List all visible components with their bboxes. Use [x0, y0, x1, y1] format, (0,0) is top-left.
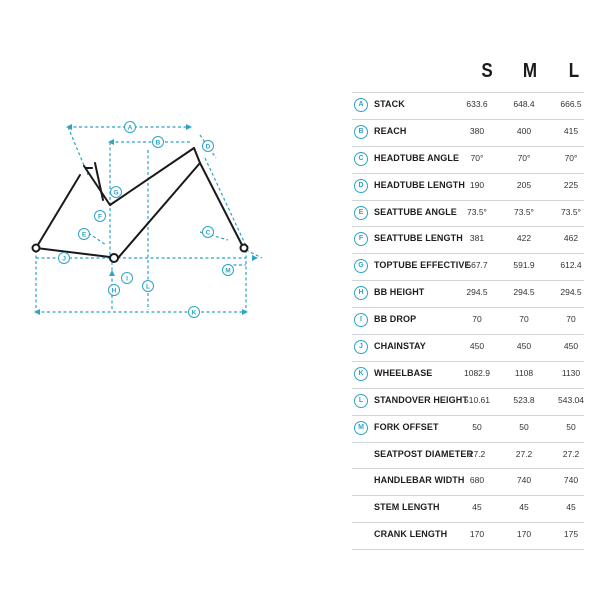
- table-row: [352, 201, 584, 228]
- value-s: 380: [469, 125, 485, 136]
- row-badge: B: [354, 125, 368, 139]
- row-badge: K: [354, 367, 368, 381]
- svg-text:C: C: [205, 229, 211, 237]
- row-label: CRANK LENGTH: [374, 529, 448, 540]
- marker-a: [125, 122, 136, 133]
- svg-text:D: D: [205, 143, 211, 151]
- value-m: 70: [519, 314, 529, 325]
- row-badge: J: [354, 340, 368, 354]
- value-l: 73.5°: [561, 206, 581, 217]
- row-label: WHEELBASE: [374, 367, 433, 378]
- table-row: [352, 416, 584, 443]
- value-m: 294.5: [513, 287, 535, 298]
- marker-d: [203, 141, 214, 152]
- size-header-row: [352, 58, 584, 92]
- table-row: [352, 496, 584, 523]
- table-row: [352, 443, 584, 470]
- value-s: 633.6: [466, 99, 488, 109]
- value-s: 45: [472, 502, 482, 513]
- table-row: [352, 254, 584, 281]
- value-m: 205: [516, 179, 532, 190]
- row-badge: C: [354, 152, 368, 166]
- size-header-s: S: [481, 60, 493, 82]
- table-row: [352, 147, 584, 174]
- value-l: 543.04: [558, 394, 584, 405]
- value-s: 680: [469, 475, 485, 486]
- marker-c: [203, 227, 214, 238]
- value-s: 50: [472, 421, 482, 432]
- value-s: 27.2: [468, 448, 486, 459]
- marker-b: [153, 137, 164, 148]
- marker-g: [111, 187, 122, 198]
- row-badge: D: [354, 179, 368, 193]
- value-s: 1082.9: [464, 367, 490, 378]
- marker-l: [143, 281, 154, 292]
- row-badge: E: [354, 206, 368, 220]
- marker-h: [109, 285, 120, 296]
- value-s: 450: [469, 341, 485, 352]
- svg-text:L: L: [146, 283, 150, 291]
- value-l: 294.5: [560, 287, 582, 298]
- geometry-table: [352, 58, 584, 550]
- size-header-m: M: [522, 60, 538, 82]
- row-label: SEATPOST DIAMETER: [374, 448, 474, 459]
- table-row: [352, 389, 584, 416]
- row-label: BB HEIGHT: [374, 287, 425, 298]
- value-m: 400: [516, 125, 532, 136]
- row-badge: F: [354, 232, 368, 246]
- value-l: 612.4: [560, 260, 582, 271]
- row-label: FORK OFFSET: [374, 421, 439, 432]
- table-row: [352, 174, 584, 201]
- row-label: STANDOVER HEIGHT: [374, 394, 468, 405]
- table-row: [352, 469, 584, 496]
- geometry-rows: [352, 92, 584, 550]
- marker-i: [122, 273, 133, 284]
- value-l: 462: [563, 233, 579, 244]
- value-l: 450: [563, 341, 579, 352]
- value-l: 70: [566, 314, 576, 325]
- row-badge: G: [354, 259, 368, 273]
- marker-f: [95, 211, 106, 222]
- value-s: 567.7: [466, 260, 488, 271]
- row-badge: I: [354, 313, 368, 327]
- svg-text:E: E: [81, 231, 87, 239]
- value-m: 27.2: [515, 448, 533, 459]
- svg-text:I: I: [126, 275, 128, 283]
- row-label: HANDLEBAR WIDTH: [374, 475, 465, 486]
- value-m: 73.5°: [514, 206, 534, 217]
- value-m: 648.4: [513, 99, 535, 109]
- svg-text:G: G: [113, 189, 119, 197]
- size-header-l: L: [568, 60, 580, 82]
- value-m: 450: [516, 341, 532, 352]
- row-label: REACH: [374, 125, 407, 136]
- svg-text:F: F: [98, 213, 102, 221]
- value-s: 190: [469, 179, 485, 190]
- table-row: [352, 523, 584, 550]
- value-m: 70°: [517, 152, 531, 163]
- value-l: 45: [566, 502, 576, 513]
- value-s: 70°: [470, 152, 484, 163]
- table-row: [352, 281, 584, 308]
- value-m: 170: [516, 529, 532, 540]
- table-row: [352, 335, 584, 362]
- value-s: 73.5°: [467, 206, 487, 217]
- value-l: 175: [563, 529, 579, 540]
- row-label: SEATTUBE ANGLE: [374, 206, 457, 217]
- row-label: HEADTUBE ANGLE: [374, 152, 460, 163]
- value-l: 27.2: [562, 448, 580, 459]
- value-l: 1130: [561, 367, 581, 378]
- svg-text:A: A: [127, 124, 133, 132]
- value-l: 415: [563, 125, 579, 136]
- value-l: 666.5: [560, 99, 582, 109]
- row-label: SEATTUBE LENGTH: [374, 233, 463, 244]
- row-label: BB DROP: [374, 314, 417, 325]
- row-badge: A: [354, 98, 368, 112]
- value-l: 50: [566, 421, 576, 432]
- value-l: 225: [563, 179, 579, 190]
- value-l: 740: [563, 475, 579, 486]
- row-label: STEM LENGTH: [374, 502, 440, 513]
- svg-text:J: J: [62, 255, 66, 263]
- svg-text:K: K: [191, 309, 197, 317]
- svg-text:H: H: [111, 287, 117, 295]
- value-s: 294.5: [466, 287, 488, 298]
- marker-e: [79, 229, 90, 240]
- value-s: 170: [469, 529, 485, 540]
- row-label: TOPTUBE EFFECTIVE: [374, 260, 471, 271]
- table-row: [352, 93, 584, 120]
- table-row: [352, 227, 584, 254]
- marker-j: [59, 253, 70, 264]
- row-badge: L: [354, 394, 368, 408]
- table-row: [352, 362, 584, 389]
- svg-text:B: B: [155, 139, 161, 147]
- table-row: [352, 120, 584, 147]
- value-m: 591.9: [513, 260, 535, 271]
- row-badge: H: [354, 286, 368, 300]
- marker-m: [223, 265, 234, 276]
- value-s: 510.61: [464, 394, 490, 405]
- value-m: 50: [519, 421, 529, 432]
- row-label: STACK: [374, 99, 405, 109]
- value-l: 70°: [564, 152, 578, 163]
- table-row: [352, 308, 584, 335]
- value-m: 740: [516, 475, 532, 486]
- row-badge: M: [354, 421, 368, 435]
- value-s: 70: [472, 314, 482, 325]
- value-m: 1108: [514, 367, 534, 378]
- value-m: 422: [516, 233, 532, 244]
- row-label: HEADTUBE LENGTH: [374, 179, 465, 190]
- svg-text:M: M: [225, 267, 231, 275]
- row-label: CHAINSTAY: [374, 341, 426, 352]
- value-m: 45: [519, 502, 529, 513]
- value-m: 523.8: [513, 394, 535, 405]
- value-s: 381: [469, 233, 485, 244]
- marker-k: [189, 307, 200, 318]
